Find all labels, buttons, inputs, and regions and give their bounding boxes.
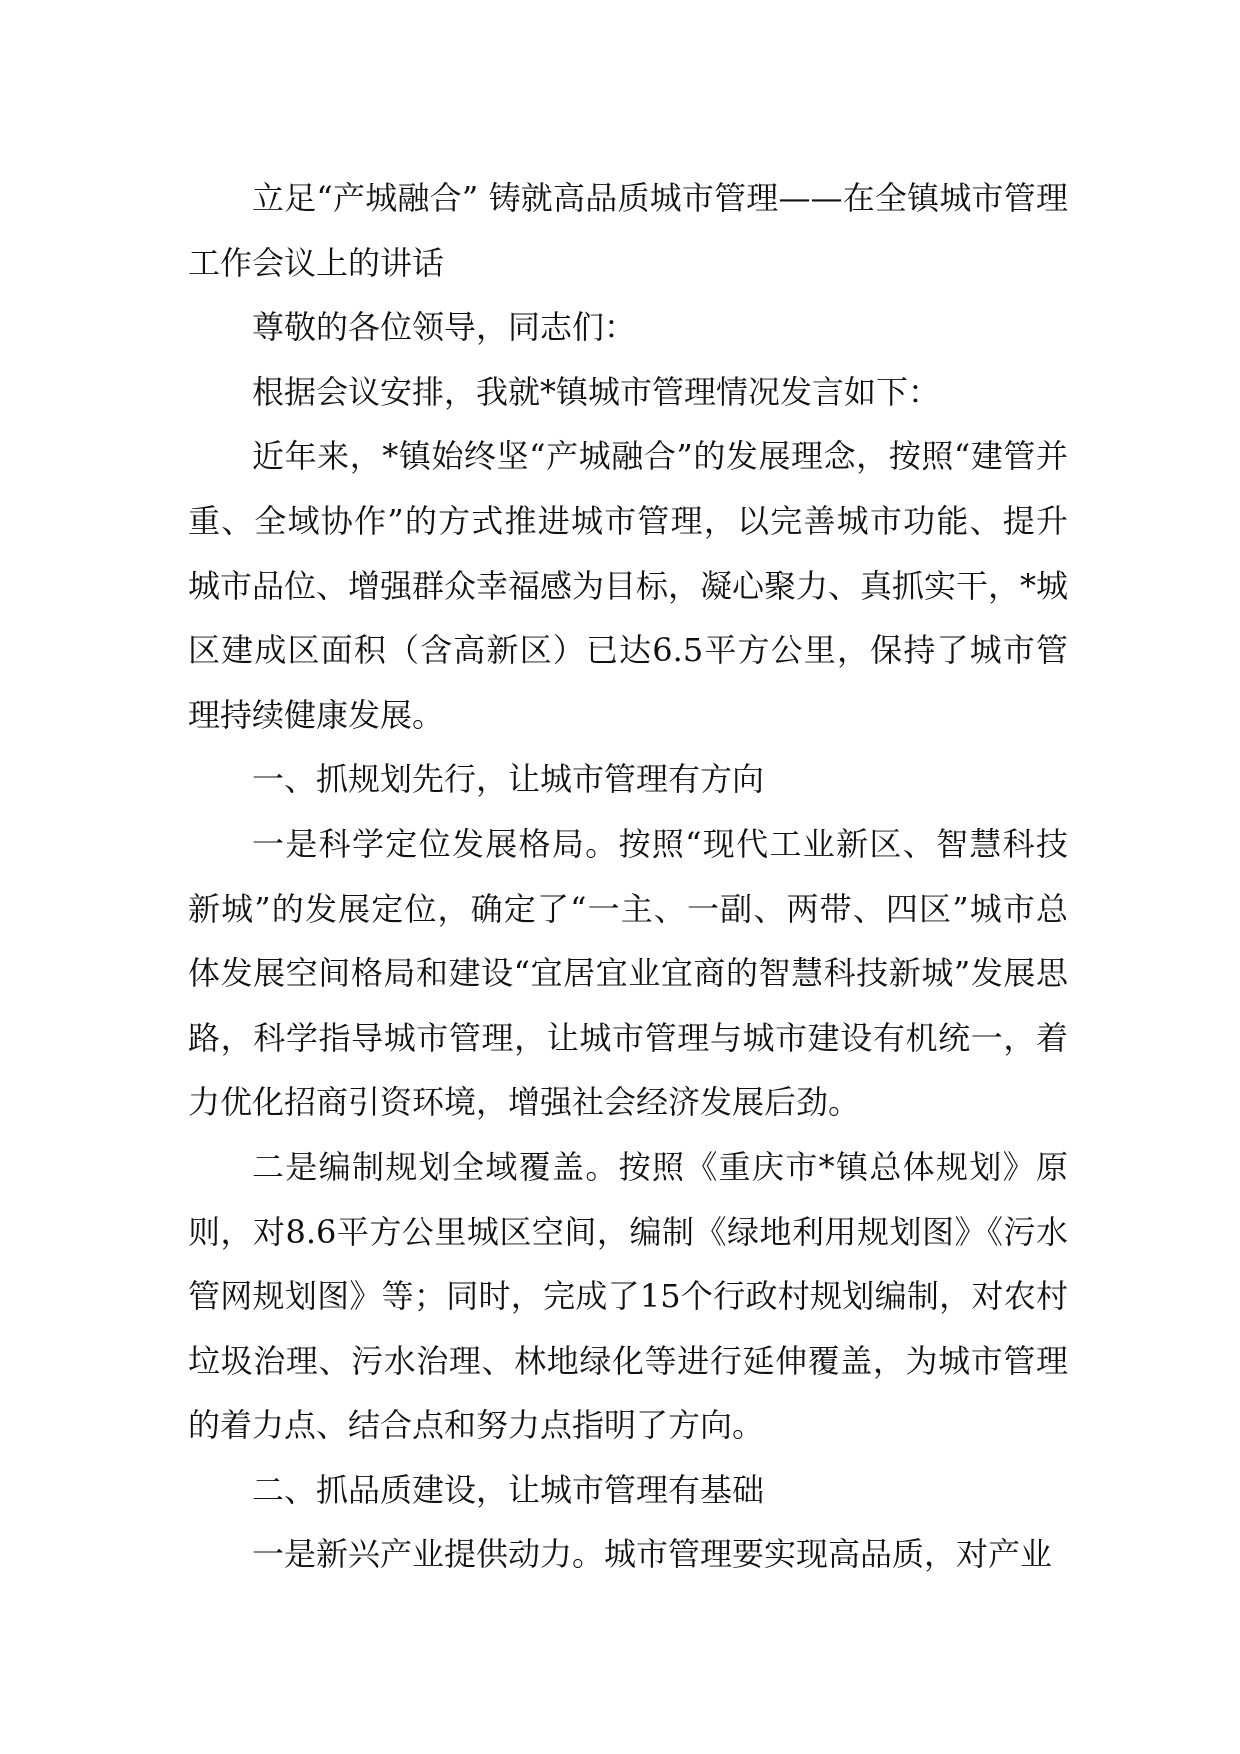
section1-point2-paragraph: 二是编制规划全域覆盖。按照《重庆市*镇总体规划》原则，对8.6平方公里城区空间，编制《绿地利用规划图》《污水管网规划图》等；同时，完成了15个行政村规划编制，对农村垃圾治理、污水治理、林地绿化等进行延伸覆盖，为城市管理的着力点、结合点和努力点指明了方向。 (188, 1147, 1068, 1445)
overview-paragraph: 近年来，*镇始终坚“产城融合”的发展理念，按照“建管并重、全域协作”的方式推进城市管理，以完善城市功能、提升城市品位、增强群众幸福感为目标，凝心聚力、真抓实干，*城区建成区面积（含高新区）已达6.5平方公里，保持了城市管理持续健康发展。 (188, 437, 1069, 734)
document-body (188, 166, 1068, 1587)
section2-point1-paragraph: 一是新兴产业提供动力。城市管理要实现高品质，对产业 (252, 1535, 1053, 1574)
document-title: 立足“产城融合” 铸就高品质城市管理——在全镇城市管理工作会议上的讲话 (188, 179, 1068, 282)
section1-point1-paragraph: 一是科学定位发展格局。按照“现代工业新区、智慧科技新城”的发展定位，确定了“一主、一副、两带、四区”城市总体发展空间格局和建设“宜居宜业宜商的智慧科技新城”发展思路，科学指导城市管理，让城市管理与城市建设有机统一，着力优化招商引资环境，增强社会经济发展后劲。 (188, 824, 1068, 1122)
salutation: 尊敬的各位领导，同志们： (252, 308, 637, 347)
section-heading-1: 一、抓规划先行，让城市管理有方向 (252, 760, 765, 799)
intro-paragraph: 根据会议安排，我就*镇城市管理情况发言如下： (252, 372, 941, 411)
section-heading-2: 二、抓品质建设，让城市管理有基础 (252, 1470, 765, 1509)
